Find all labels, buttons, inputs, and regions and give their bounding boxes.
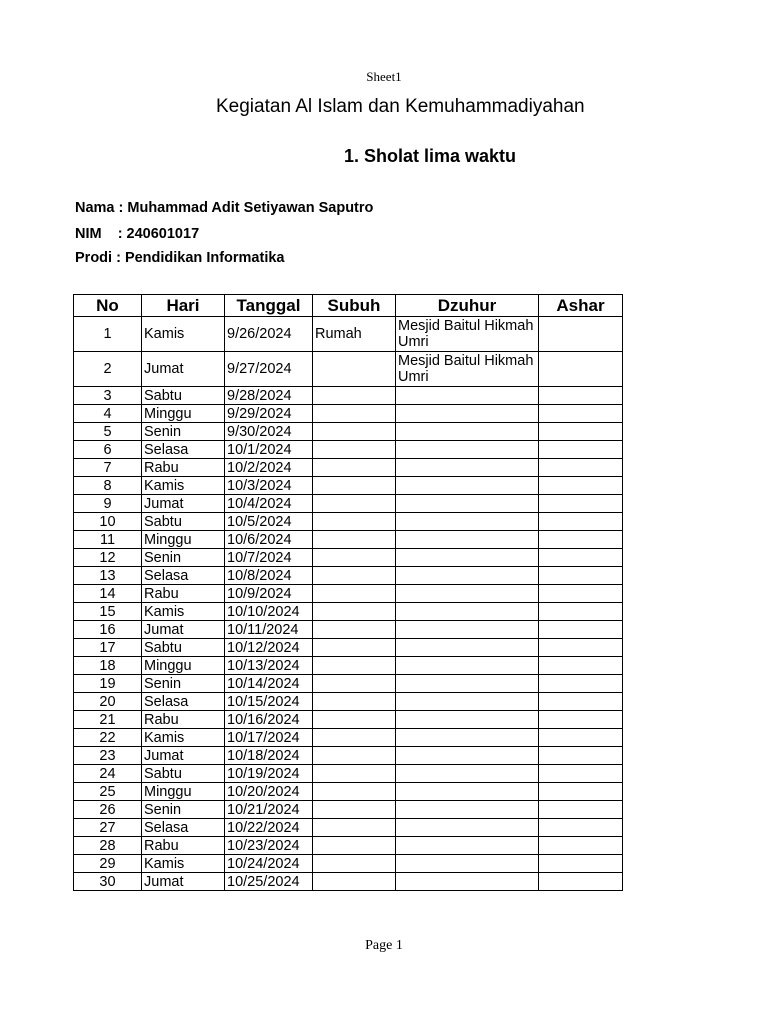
cell-tanggal: 10/24/2024 [225, 855, 313, 873]
cell-no: 4 [74, 405, 142, 423]
cell-tanggal: 10/15/2024 [225, 693, 313, 711]
cell-dzuhur [396, 621, 539, 639]
cell-subuh [313, 459, 396, 477]
cell-hari: Rabu [142, 837, 225, 855]
cell-dzuhur [396, 693, 539, 711]
cell-subuh [313, 711, 396, 729]
prayer-activity-table [73, 294, 623, 891]
header-subuh: Subuh [313, 295, 396, 317]
student-name: Nama : Muhammad Adit Setiyawan Saputro [75, 200, 374, 216]
table-row [74, 549, 623, 567]
cell-dzuhur [396, 711, 539, 729]
cell-subuh [313, 621, 396, 639]
cell-ashar [539, 675, 623, 693]
cell-no: 23 [74, 747, 142, 765]
header-dzuhur: Dzuhur [396, 295, 539, 317]
cell-hari: Selasa [142, 693, 225, 711]
cell-dzuhur [396, 531, 539, 549]
table-row [74, 405, 623, 423]
cell-tanggal: 10/9/2024 [225, 585, 313, 603]
cell-dzuhur [396, 837, 539, 855]
cell-dzuhur [396, 801, 539, 819]
header-tanggal: Tanggal [225, 295, 313, 317]
cell-tanggal: 10/3/2024 [225, 477, 313, 495]
table-body [74, 317, 623, 891]
cell-subuh [313, 567, 396, 585]
cell-subuh [313, 549, 396, 567]
table-row [74, 837, 623, 855]
cell-dzuhur [396, 639, 539, 657]
cell-ashar [539, 747, 623, 765]
cell-no: 9 [74, 495, 142, 513]
cell-tanggal: 10/14/2024 [225, 675, 313, 693]
cell-dzuhur [396, 819, 539, 837]
cell-no: 20 [74, 693, 142, 711]
cell-hari: Kamis [142, 603, 225, 621]
cell-hari: Minggu [142, 657, 225, 675]
cell-no: 27 [74, 819, 142, 837]
header-no: No [74, 295, 142, 317]
cell-dzuhur: Mesjid Baitul Hikmah Umri [396, 317, 539, 352]
cell-tanggal: 10/16/2024 [225, 711, 313, 729]
cell-hari: Minggu [142, 783, 225, 801]
cell-no: 13 [74, 567, 142, 585]
table-row [74, 765, 623, 783]
cell-no: 14 [74, 585, 142, 603]
cell-hari: Kamis [142, 317, 225, 352]
table-row [74, 693, 623, 711]
cell-tanggal: 10/6/2024 [225, 531, 313, 549]
student-prodi: Prodi : Pendidikan Informatika [75, 250, 285, 266]
cell-subuh [313, 352, 396, 387]
table-row [74, 495, 623, 513]
cell-tanggal: 10/5/2024 [225, 513, 313, 531]
cell-ashar [539, 387, 623, 405]
sheet-name: Sheet1 [366, 69, 402, 84]
cell-subuh [313, 657, 396, 675]
cell-subuh [313, 729, 396, 747]
cell-tanggal: 10/1/2024 [225, 441, 313, 459]
cell-ashar [539, 657, 623, 675]
cell-ashar [539, 711, 623, 729]
table-row [74, 711, 623, 729]
cell-ashar [539, 531, 623, 549]
cell-subuh [313, 639, 396, 657]
cell-subuh [313, 675, 396, 693]
cell-hari: Jumat [142, 621, 225, 639]
cell-hari: Sabtu [142, 639, 225, 657]
cell-ashar [539, 459, 623, 477]
table-row [74, 317, 623, 352]
cell-subuh [313, 873, 396, 891]
table-row [74, 873, 623, 891]
cell-subuh [313, 783, 396, 801]
cell-dzuhur [396, 405, 539, 423]
cell-hari: Senin [142, 675, 225, 693]
table-row [74, 747, 623, 765]
cell-ashar [539, 837, 623, 855]
cell-hari: Kamis [142, 855, 225, 873]
cell-tanggal: 10/25/2024 [225, 873, 313, 891]
cell-ashar [539, 513, 623, 531]
cell-no: 18 [74, 657, 142, 675]
cell-no: 7 [74, 459, 142, 477]
cell-hari: Senin [142, 549, 225, 567]
table-row [74, 639, 623, 657]
cell-subuh [313, 819, 396, 837]
cell-subuh [313, 747, 396, 765]
cell-ashar [539, 317, 623, 352]
table-row [74, 657, 623, 675]
cell-no: 16 [74, 621, 142, 639]
cell-ashar [539, 603, 623, 621]
cell-no: 30 [74, 873, 142, 891]
cell-dzuhur [396, 387, 539, 405]
cell-hari: Kamis [142, 729, 225, 747]
cell-tanggal: 10/10/2024 [225, 603, 313, 621]
cell-no: 17 [74, 639, 142, 657]
table-row [74, 621, 623, 639]
cell-no: 12 [74, 549, 142, 567]
cell-tanggal: 9/26/2024 [225, 317, 313, 352]
cell-tanggal: 9/27/2024 [225, 352, 313, 387]
cell-hari: Sabtu [142, 387, 225, 405]
cell-ashar [539, 873, 623, 891]
cell-subuh [313, 405, 396, 423]
cell-tanggal: 9/29/2024 [225, 405, 313, 423]
cell-ashar [539, 621, 623, 639]
cell-ashar [539, 819, 623, 837]
cell-hari: Senin [142, 423, 225, 441]
cell-ashar [539, 765, 623, 783]
cell-hari: Sabtu [142, 765, 225, 783]
table-row [74, 352, 623, 387]
cell-ashar [539, 783, 623, 801]
cell-hari: Minggu [142, 405, 225, 423]
cell-ashar [539, 549, 623, 567]
cell-subuh: Rumah [313, 317, 396, 352]
cell-dzuhur: Mesjid Baitul Hikmah Umri [396, 352, 539, 387]
cell-no: 25 [74, 783, 142, 801]
cell-dzuhur [396, 459, 539, 477]
cell-subuh [313, 801, 396, 819]
cell-ashar [539, 477, 623, 495]
cell-tanggal: 10/2/2024 [225, 459, 313, 477]
cell-tanggal: 10/7/2024 [225, 549, 313, 567]
cell-no: 2 [74, 352, 142, 387]
cell-hari: Kamis [142, 477, 225, 495]
cell-ashar [539, 352, 623, 387]
document-subtitle: 1. Sholat lima waktu [343, 146, 517, 166]
cell-hari: Jumat [142, 747, 225, 765]
cell-ashar [539, 801, 623, 819]
cell-no: 24 [74, 765, 142, 783]
cell-tanggal: 10/17/2024 [225, 729, 313, 747]
cell-ashar [539, 729, 623, 747]
header-ashar: Ashar [539, 295, 623, 317]
cell-dzuhur [396, 855, 539, 873]
cell-ashar [539, 585, 623, 603]
cell-ashar [539, 567, 623, 585]
cell-no: 10 [74, 513, 142, 531]
cell-tanggal: 9/28/2024 [225, 387, 313, 405]
cell-dzuhur [396, 765, 539, 783]
cell-no: 22 [74, 729, 142, 747]
cell-hari: Rabu [142, 459, 225, 477]
table-row [74, 675, 623, 693]
table-row [74, 819, 623, 837]
cell-subuh [313, 585, 396, 603]
cell-dzuhur [396, 513, 539, 531]
table-row [74, 423, 623, 441]
table-row [74, 855, 623, 873]
cell-dzuhur [396, 747, 539, 765]
table-row [74, 387, 623, 405]
cell-dzuhur [396, 423, 539, 441]
cell-hari: Sabtu [142, 513, 225, 531]
cell-tanggal: 10/13/2024 [225, 657, 313, 675]
table-row [74, 477, 623, 495]
cell-subuh [313, 477, 396, 495]
cell-ashar [539, 441, 623, 459]
cell-tanggal: 10/22/2024 [225, 819, 313, 837]
cell-subuh [313, 423, 396, 441]
cell-dzuhur [396, 441, 539, 459]
cell-dzuhur [396, 585, 539, 603]
table-row [74, 513, 623, 531]
cell-no: 5 [74, 423, 142, 441]
cell-no: 6 [74, 441, 142, 459]
cell-tanggal: 10/23/2024 [225, 837, 313, 855]
cell-subuh [313, 603, 396, 621]
student-nim: NIM : 240601017 [75, 226, 200, 242]
cell-hari: Minggu [142, 531, 225, 549]
cell-hari: Selasa [142, 819, 225, 837]
cell-no: 15 [74, 603, 142, 621]
cell-hari: Selasa [142, 441, 225, 459]
table-row [74, 603, 623, 621]
cell-no: 3 [74, 387, 142, 405]
cell-subuh [313, 765, 396, 783]
cell-dzuhur [396, 603, 539, 621]
cell-hari: Selasa [142, 567, 225, 585]
cell-hari: Rabu [142, 711, 225, 729]
cell-subuh [313, 855, 396, 873]
cell-dzuhur [396, 873, 539, 891]
cell-tanggal: 10/20/2024 [225, 783, 313, 801]
cell-tanggal: 10/18/2024 [225, 747, 313, 765]
cell-tanggal: 10/12/2024 [225, 639, 313, 657]
cell-no: 8 [74, 477, 142, 495]
cell-tanggal: 10/19/2024 [225, 765, 313, 783]
table-row [74, 531, 623, 549]
cell-ashar [539, 855, 623, 873]
cell-ashar [539, 495, 623, 513]
cell-ashar [539, 693, 623, 711]
cell-dzuhur [396, 567, 539, 585]
cell-tanggal: 10/8/2024 [225, 567, 313, 585]
cell-no: 21 [74, 711, 142, 729]
cell-dzuhur [396, 729, 539, 747]
cell-ashar [539, 405, 623, 423]
cell-subuh [313, 441, 396, 459]
cell-subuh [313, 693, 396, 711]
cell-hari: Jumat [142, 873, 225, 891]
cell-hari: Jumat [142, 352, 225, 387]
cell-ashar [539, 423, 623, 441]
cell-no: 1 [74, 317, 142, 352]
table-row [74, 801, 623, 819]
table-header-row [74, 295, 623, 317]
table-row [74, 783, 623, 801]
page-number: Page 1 [365, 938, 403, 953]
cell-tanggal: 9/30/2024 [225, 423, 313, 441]
cell-subuh [313, 513, 396, 531]
cell-hari: Rabu [142, 585, 225, 603]
cell-subuh [313, 495, 396, 513]
table-row [74, 459, 623, 477]
cell-dzuhur [396, 783, 539, 801]
header-hari: Hari [142, 295, 225, 317]
table-row [74, 729, 623, 747]
table-row [74, 567, 623, 585]
cell-dzuhur [396, 657, 539, 675]
cell-tanggal: 10/21/2024 [225, 801, 313, 819]
cell-ashar [539, 639, 623, 657]
document-title: Kegiatan Al Islam dan Kemuhammadiyahan [216, 96, 585, 117]
cell-no: 19 [74, 675, 142, 693]
cell-no: 28 [74, 837, 142, 855]
cell-dzuhur [396, 675, 539, 693]
cell-dzuhur [396, 495, 539, 513]
table-row [74, 441, 623, 459]
cell-subuh [313, 387, 396, 405]
cell-dzuhur [396, 549, 539, 567]
cell-no: 11 [74, 531, 142, 549]
cell-dzuhur [396, 477, 539, 495]
table-row [74, 585, 623, 603]
cell-tanggal: 10/4/2024 [225, 495, 313, 513]
cell-subuh [313, 531, 396, 549]
cell-hari: Senin [142, 801, 225, 819]
cell-subuh [313, 837, 396, 855]
cell-tanggal: 10/11/2024 [225, 621, 313, 639]
cell-hari: Jumat [142, 495, 225, 513]
cell-no: 29 [74, 855, 142, 873]
cell-no: 26 [74, 801, 142, 819]
